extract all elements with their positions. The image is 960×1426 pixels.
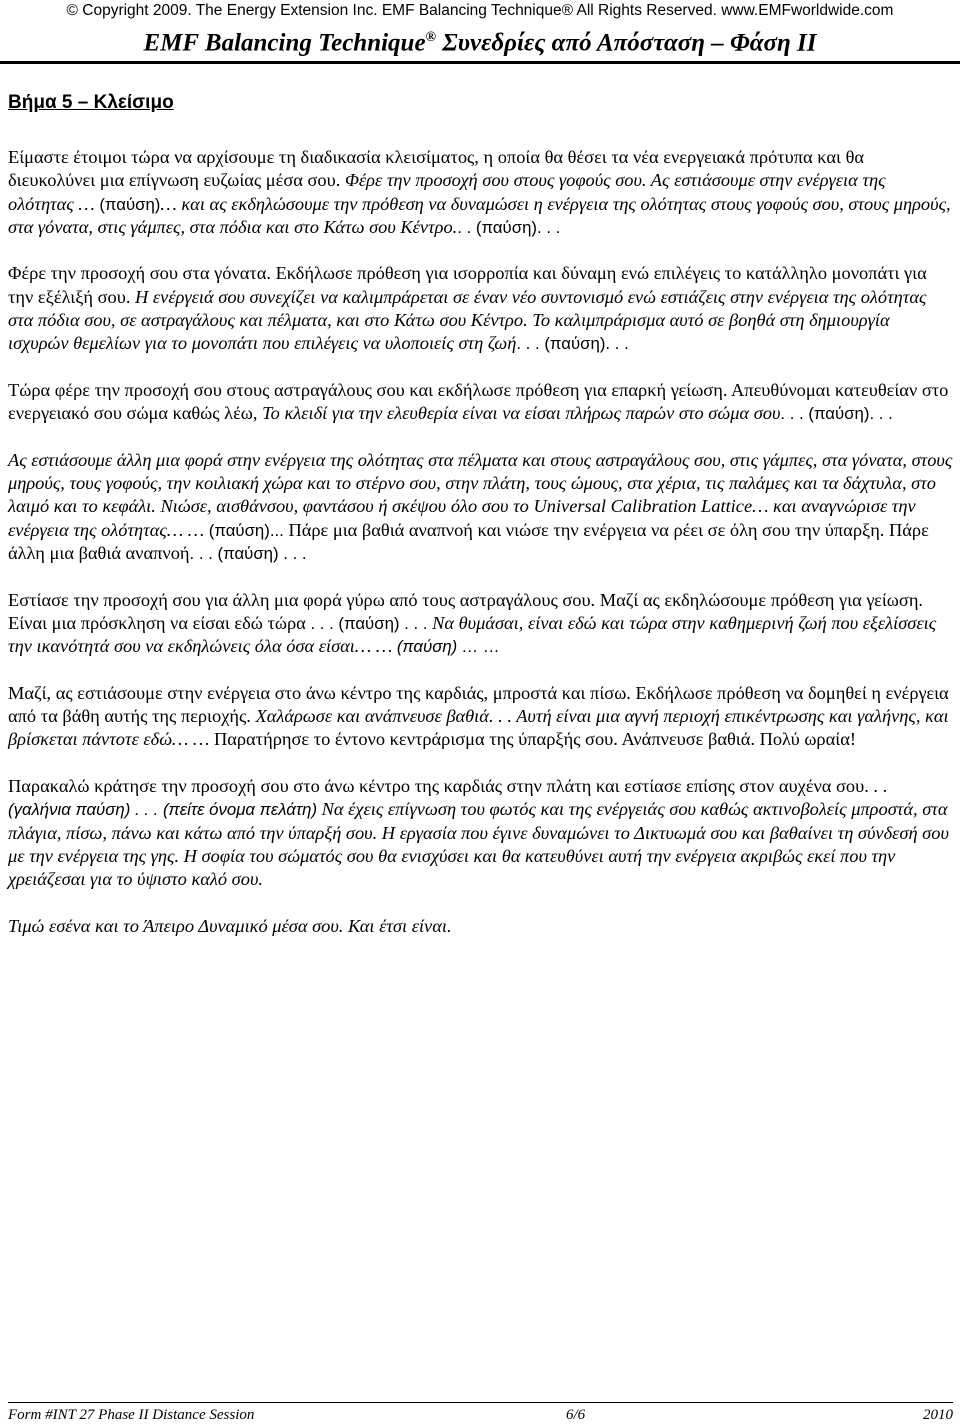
text-run: Να έχεις επίγνωση του φωτός και της ενέργειάς σου καθώς ακτινοβολείς μπροστά, στα πλάγια, πίσω, πάνω και κάτω από την ύπαρξή σου. Η εργασία που έγινε δυναμώνει το Δικτυωμά σου και βαθαίνει τη σύνδεσή σου με την ενέργεια της γης. Η σοφία του σώματός σου θα ενισχύσει και θα κατευθύνει αυτή την ενέργεια ακριβώς εκεί που την χρειάζεσαι για το ύψιστο καλό σου. bbox=[8, 799, 949, 890]
text-run: Φέρε την προσοχή σου στους γοφούς σου. Ας εστιάσουμε στην ενέργεια της ολότητας … bbox=[8, 170, 886, 214]
text-run: Τώρα φέρε την προσοχή σου στους αστραγάλους σου και εκδήλωσε πρόθεση για επαρκή γείωση. Απευθύνομαι κατευθείαν στο ενεργειακό σου σώμα καθώς λέω, bbox=[8, 379, 949, 424]
text-run: (παύση)... bbox=[208, 520, 284, 540]
paragraph bbox=[8, 589, 953, 659]
text-run: (γαλήνια παύση) . . . (πείτε όνομα πελάτη) bbox=[8, 800, 318, 820]
text-run: . . . (παύση). . . bbox=[780, 404, 893, 424]
text-run: … και ας εκδηλώσουμε την πρόθεση να δυναμώσει η ενέργεια της ολότητας στους γοφούς σου, στους μηρούς, στα γόνατα, στις γάμπες, στα πόδια και στο Κάτω σου Κέντρο. bbox=[8, 193, 951, 237]
document-title bbox=[0, 22, 960, 59]
registered-mark: ® bbox=[425, 30, 437, 45]
text-run: Φέρε την προσοχή σου στα γόνατα. Εκδήλωσε πρόθεση για ισορροπία και δύναμη ενώ επιλέγεις το κατάλληλο μονοπάτι για την εξέλιξή σου. bbox=[8, 263, 927, 307]
text-run: . . . (παύση) . . . bbox=[305, 613, 428, 633]
paragraph bbox=[8, 682, 953, 752]
text-run: Το κλειδί για την ελευθερία είναι να είσαι πλήρως παρών στο σώμα σου bbox=[262, 403, 781, 424]
footer-rule bbox=[8, 1402, 953, 1403]
text-run: Παρακαλώ κράτησε την προσοχή σου στο άνω κέντρο της καρδιάς στην πλάτη και εστίασε επίσης στον αυχένα σου. . . bbox=[8, 776, 888, 797]
copyright-line: © Copyright 2009. The Energy Extension Inc. EMF Balancing Technique® All Rights Reserved. www.EMFworldwide.com bbox=[66, 2, 894, 19]
footer-year: 2010 bbox=[923, 1407, 953, 1423]
paragraph bbox=[8, 262, 953, 355]
text-run: Ας εστιάσουμε άλλη μια φορά στην ενέργεια της ολότητας στα πέλματα και στους αστραγάλους σου, στις γάμπες, στα γόνατα, στους μηρούς, τους γοφούς, την κοιλιακή χώρα και το στέρνο σου, στην πλάτη, τους ώμους, στα χέρια, τις παλάμες και τα δάχτυλα, στο λαιμό και το κεφάλι. Νιώσε, αισθάνσου, φαντάσου ή σκέψου όλο σου το Universal Calibration Lattice… και αναγνώρισε την ενέργεια της ολότητας… … bbox=[8, 449, 953, 540]
paragraph bbox=[8, 146, 953, 239]
header-rule bbox=[0, 61, 960, 64]
text-run: (παύση) … … bbox=[396, 637, 501, 657]
text-run: (παύση) bbox=[99, 194, 161, 214]
footer-form-id: Form #INT 27 Phase II Distance Session bbox=[8, 1407, 255, 1423]
paragraph bbox=[8, 379, 953, 426]
text-run: Χαλάρωσε και ανάπνευσε βαθιά. . . Αυτή είναι μια αγνή περιοχή επικέντρωσης και γαλήνης, και βρίσκεται πάντοτε εδώ… … bbox=[8, 706, 949, 750]
text-run: . . . (παύση). . . bbox=[516, 334, 629, 354]
step-heading: Βήμα 5 – Κλείσιμο bbox=[8, 92, 174, 113]
text-run: Τιμώ εσένα και το Άπειρο Δυναμικό μέσα σου. Και έτσι είναι. bbox=[8, 915, 452, 936]
body-text bbox=[8, 146, 953, 961]
text-run: Να θυμάσαι, είναι εδώ και τώρα στην καθημερινή ζωή που εξελίσσεις την ικανότητά σου να εκδηλώνεις όλα όσα είσαι… … bbox=[8, 612, 937, 657]
text-run: Μαζί, ας εστιάσουμε στην ενέργεια στο άνω κέντρο της καρδιάς, μπροστά και πίσω. Εκδήλωσε πρόθεση να δομηθεί η ενέργεια από τα βάθη αυτής της περιοχής. bbox=[8, 682, 949, 727]
text-run: Παρατήρησε το έντονο κεντράρισμα της ύπαρξής σου. Ανάπνευσε βαθιά. Πολύ ωραία! bbox=[213, 729, 856, 750]
paragraph bbox=[8, 449, 953, 565]
page-footer bbox=[8, 1405, 953, 1425]
text-run: . . . (παύση) . . . bbox=[189, 544, 307, 564]
paragraph bbox=[8, 915, 953, 938]
text-run: Πάρε μια βαθιά αναπνοή και νιώσε την ενέργεια να ρέει σε όλη σου την ύπαρξη. Πάρε άλλη μια βαθιά αναπνοή bbox=[8, 519, 929, 564]
title-rest: Συνεδρίες από Απόσταση – Φάση ΙΙ bbox=[436, 29, 817, 57]
text-run: Είμαστε έτοιμοι τώρα να αρχίσουμε τη διαδικασία κλεισίματος, η οποία θα θέσει τα νέα ενεργειακά πρότυπα και θα διευκολύνει μια επίγνωση ευζωίας μέσα σου. bbox=[8, 147, 865, 191]
text-run: Εστίασε την προσοχή σου για άλλη μια φορά γύρω από τους αστραγάλους σου. Μαζί ας εκδηλώσουμε πρόθεση για γείωση. Είναι μια πρόσκληση να είσαι εδώ τώρα bbox=[8, 589, 924, 633]
title-main: EMF Balancing Technique bbox=[143, 29, 426, 57]
footer-page-number: 6/6 bbox=[566, 1407, 586, 1423]
text-run: Η ενέργειά σου συνεχίζει να καλιμπράρεται σε έναν νέο συντονισμό ενώ εστιάζεις στην ενέργεια της ολότητας στα πόδια σου, σε αστραγάλους και πέλματα, και στο Κάτω σου Κέντρο. Το καλιμπράρισμα αυτό σε βοηθά στη δημιουργία ισχυρών θεμελίων για το μονοπάτι που επιλέγεις να υλοποιείς στη ζωή bbox=[8, 286, 927, 354]
text-run: . . (παύση). . . bbox=[457, 217, 561, 237]
paragraph bbox=[8, 775, 953, 891]
